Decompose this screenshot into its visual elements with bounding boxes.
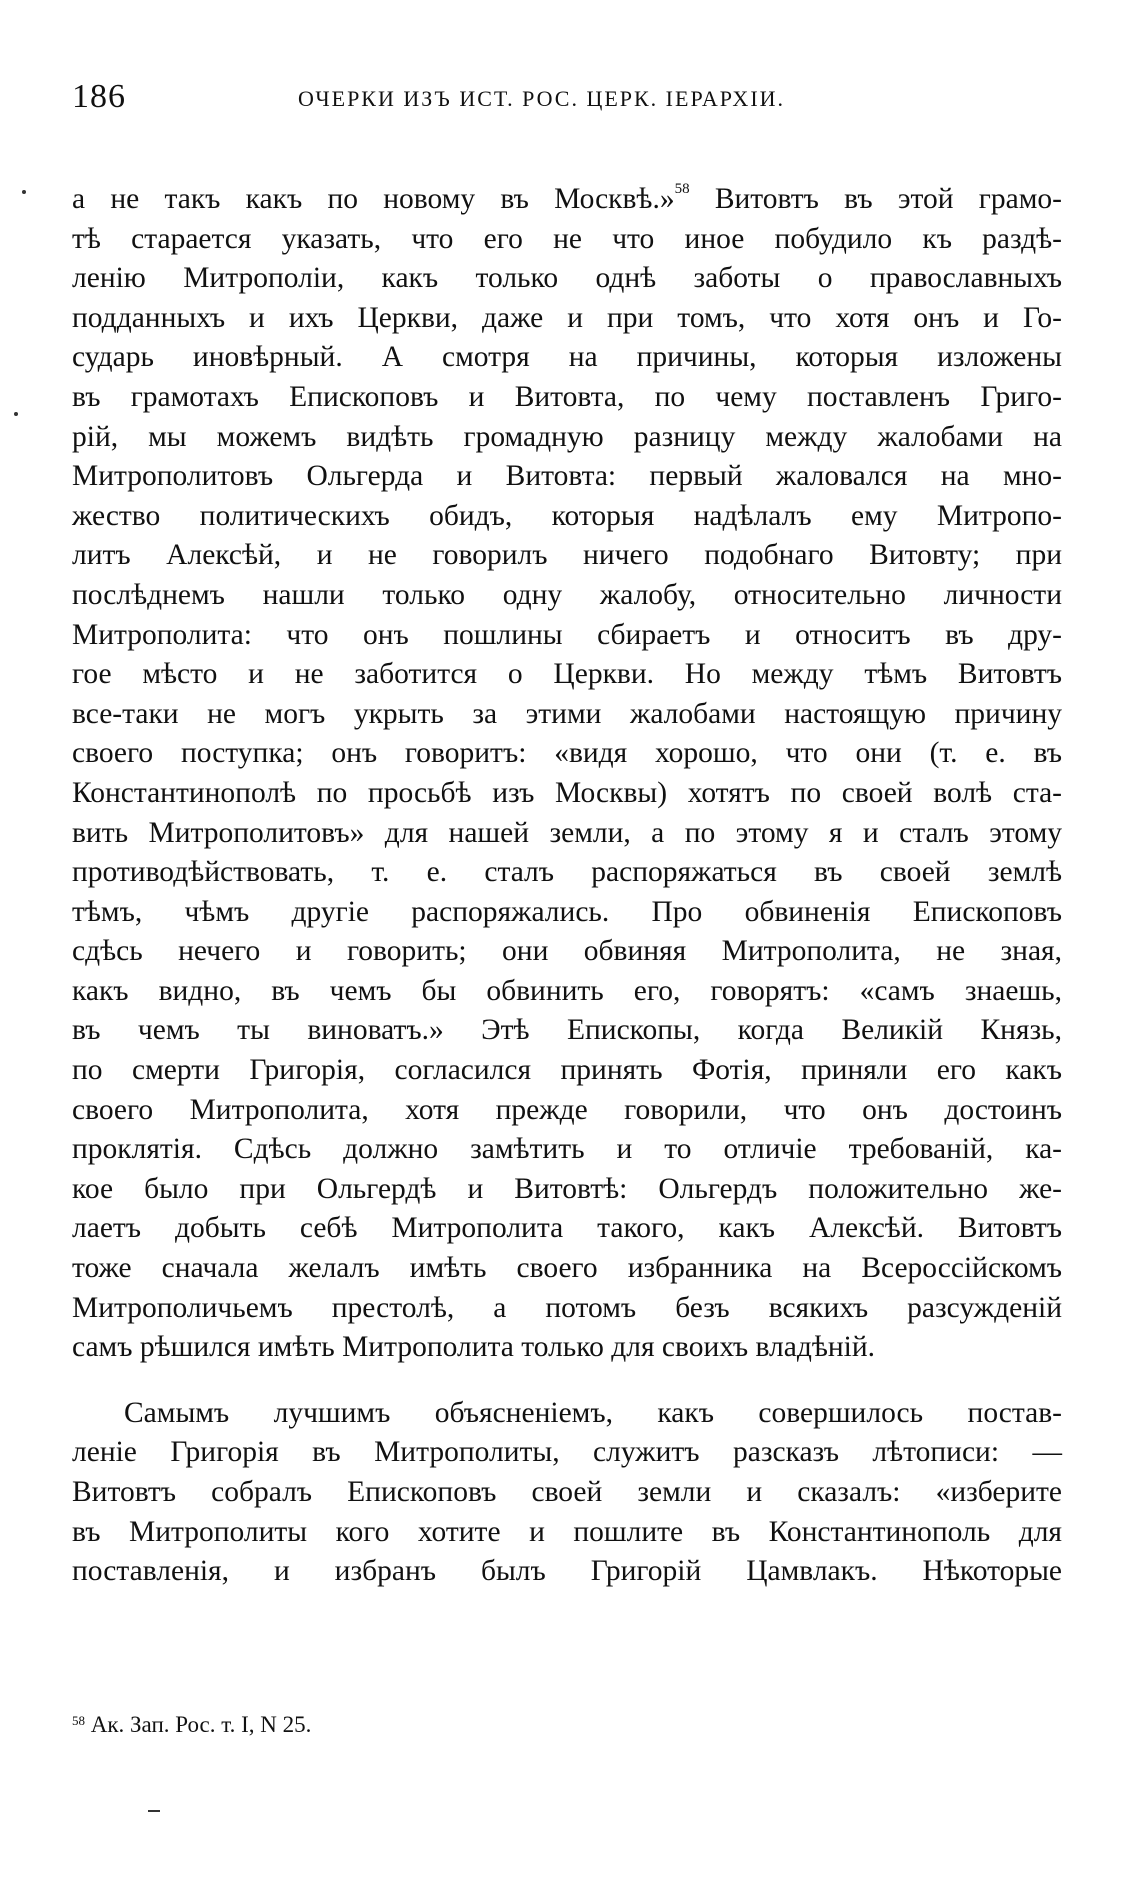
text-line: какъ видно, въ чемъ бы обвинить его, говорятъ: «самъ знаешь, <box>72 974 1062 1007</box>
text-line: самъ рѣшился имѣть Митрополита только для своихъ владѣній. <box>72 1331 876 1364</box>
book-page <box>72 78 1062 1592</box>
text-line: тѣ старается указать, что его не что иное побудило къ раздѣ- <box>72 222 1062 255</box>
text-line: Митрополита: что онъ пошлины сбираетъ и относитъ въ дру- <box>72 618 1062 651</box>
text-line: своего поступка; онъ говоритъ: «видя хорошо, что они (т. е. въ <box>72 737 1062 770</box>
text-line: подданныхъ и ихъ Церкви, даже и при томъ, что хотя онъ и Го- <box>72 301 1062 334</box>
footnote-reference[interactable]: 58 <box>674 181 690 197</box>
text-line: противодѣйствовать, т. е. сталъ распоряжаться въ своей землѣ <box>72 856 1062 889</box>
scan-speck <box>22 190 26 194</box>
page-number: 186 <box>72 78 126 115</box>
text-line: поставленія, и избранъ былъ Григорій Цамвлакъ. Нѣкоторые <box>72 1555 1062 1588</box>
text-line: въ Митрополиты кого хотите и пошлите въ Константинополь для <box>72 1515 1062 1548</box>
text-line: леніе Григорія въ Митрополиты, служитъ разсказъ лѣтописи: — <box>72 1436 1062 1469</box>
body-text <box>72 180 1062 1592</box>
text-line: Самымъ лучшимъ объясненіемъ, какъ совершилось постав- <box>124 1396 1062 1429</box>
text-line: въ чемъ ты виноватъ.» Этѣ Епископы, когда Великій Князь, <box>72 1014 1062 1047</box>
footnote <box>72 1712 311 1738</box>
text-line: Витовтъ собралъ Епископовъ своей земли и сказалъ: «изберите <box>72 1476 1062 1508</box>
scan-mark <box>148 1810 160 1812</box>
text-line: все-таки не могъ укрыть за этими жалобами настоящую причину <box>72 697 1062 730</box>
text-line: тоже сначала желалъ имѣть своего избранника на Всероссійскомъ <box>72 1252 1062 1285</box>
paragraph-2 <box>72 1394 1062 1592</box>
text-line: послѣднемъ нашли только одну жалобу, относительно личности <box>72 578 1062 611</box>
text-line: рій, мы можемъ видѣть громадную разницу между жалобами на <box>72 420 1062 453</box>
scan-speck <box>14 412 18 416</box>
text-line: проклятія. Сдѣсь должно замѣтить и то отличіе требованій, ка- <box>72 1133 1062 1166</box>
footnote-marker: 58 <box>72 1713 85 1728</box>
text-line: а не такъ какъ по новому въ Москвѣ.»$^{58}$ Витовтъ въ этой грамо- <box>72 181 1062 215</box>
text-line: въ грамотахъ Епископовъ и Витовта, по чему поставленъ Григо- <box>72 380 1062 413</box>
text-line: тѣмъ, чѣмъ другіе распоряжались. Про обвиненія Епископовъ <box>72 895 1062 928</box>
text-line: своего Митрополита, хотя прежде говорили, что онъ достоинъ <box>72 1093 1062 1126</box>
text-line: гое мѣсто и не заботится о Церкви. Но между тѣмъ Витовтъ <box>72 658 1062 691</box>
text-line: сударь иновѣрный. А смотря на причины, которыя изложены <box>72 341 1062 374</box>
text-line: лаетъ добыть себѣ Митрополита такого, какъ Алексѣй. Витовтъ <box>72 1212 1062 1245</box>
text-line: литъ Алексѣй, и не говорилъ ничего подобнаго Витовту; при <box>72 539 1062 572</box>
running-head: ОЧЕРКИ ИЗЪ ИСТ. РОС. ЦЕРК. ІЕРАРХІИ. <box>298 86 786 111</box>
text-line: Митрополичьемъ престолѣ, а потомъ безъ всякихъ разсужденій <box>72 1291 1062 1324</box>
text-line: сдѣсь нечего и говорить; они обвиняя Митрополита, не зная, <box>72 935 1062 968</box>
paragraph-1 <box>72 180 1062 1368</box>
text-line: Константинополѣ по просьбѣ изъ Москвы) хотятъ по своей волѣ ста- <box>72 776 1062 809</box>
text-line: кое было при Ольгердѣ и Витовтѣ: Ольгердъ положительно же- <box>72 1172 1062 1205</box>
text-line: ленію Митрополіи, какъ только однѣ заботы о православныхъ <box>72 262 1062 295</box>
text-line: Митрополитовъ Ольгерда и Витовта: первый жаловался на мно- <box>72 460 1062 493</box>
text-line: вить Митрополитовъ» для нашей земли, а по этому я и сталъ этому <box>72 816 1062 849</box>
text-line: по смерти Григорія, согласился принять Фотія, приняли его какъ <box>72 1054 1062 1087</box>
page-header <box>72 78 1062 128</box>
text-line: жество политическихъ обидъ, которыя надѣлалъ ему Митропо- <box>72 499 1062 532</box>
footnote-text: Ак. Зап. Рос. т. I, N 25. <box>85 1712 312 1737</box>
